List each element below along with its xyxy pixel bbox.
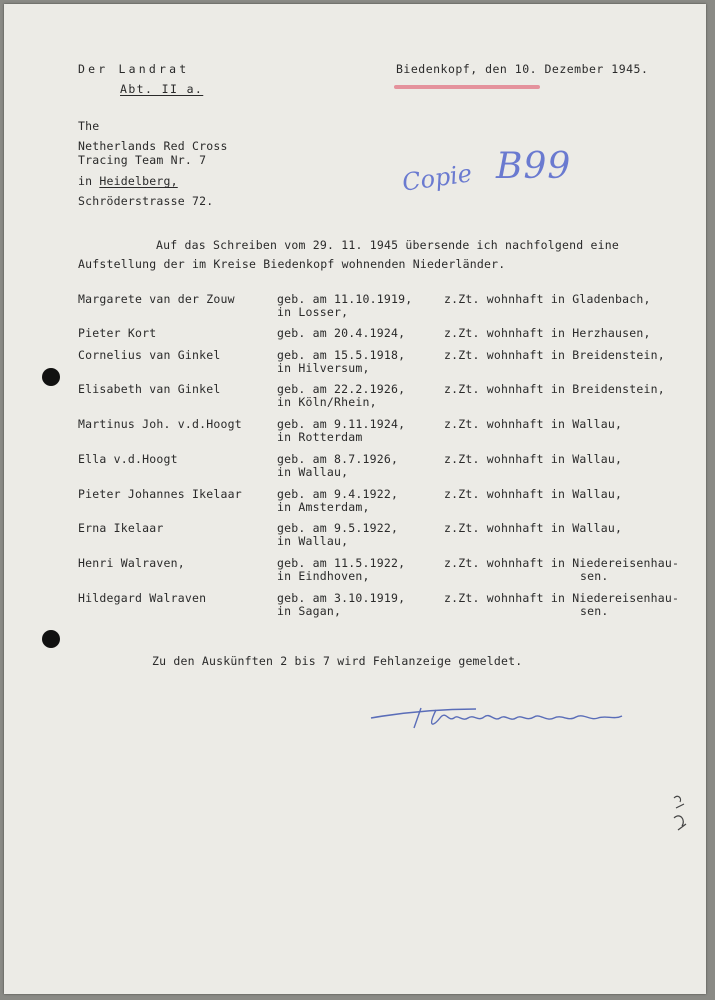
pencil-mark (670, 790, 694, 838)
person-residence: z.Zt. wohnhaft in Niedereisenhau- (444, 556, 680, 570)
person-residence: z.Zt. wohnhaft in Wallau, (444, 521, 623, 535)
document-page (4, 4, 706, 994)
person-name: Cornelius van Ginkel (78, 348, 221, 362)
person-residence: z.Zt. wohnhaft in Herzhausen, (444, 326, 651, 340)
person-name: Pieter Johannes Ikelaar (78, 487, 242, 501)
person-name: Elisabeth van Ginkel (78, 382, 221, 396)
person-name: Erna Ikelaar (78, 521, 164, 535)
recipient-city: Heidelberg, (99, 174, 178, 188)
person-name: Margarete van der Zouw (78, 292, 235, 306)
recipient-line4 (78, 175, 178, 188)
person-name: Martinus Joh. v.d.Hoogt (78, 417, 242, 431)
person-name: Hildegard Walraven (78, 591, 207, 605)
person-birthplace: in Köln/Rhein, (277, 395, 377, 409)
closing-remark: Zu den Auskünften 2 bis 7 wird Fehlanzeige gemeldet. (152, 654, 523, 668)
person-born: geb. am 22.2.1926, (277, 382, 406, 396)
person-born: geb. am 8.7.1926, (277, 452, 399, 466)
person-birthplace: in Eindhoven, (277, 569, 370, 583)
recipient-line5: Schröderstrasse 72. (78, 194, 214, 208)
reference-handwritten-number: B99 (496, 146, 572, 187)
person-residence: z.Zt. wohnhaft in Gladenbach, (444, 292, 651, 306)
person-born: geb. am 9.5.1922, (277, 521, 399, 535)
copy-handwritten-note: Copie (400, 159, 474, 197)
punch-hole (42, 368, 60, 386)
punch-hole (42, 630, 60, 648)
person-born: geb. am 3.10.1919, (277, 591, 406, 605)
person-name: Ella v.d.Hoogt (78, 452, 178, 466)
person-birthplace: in Wallau, (277, 465, 349, 479)
red-underline-mark (394, 85, 540, 89)
person-born: geb. am 9.4.1922, (277, 487, 399, 501)
person-residence: z.Zt. wohnhaft in Niedereisenhau- (444, 591, 680, 605)
person-residence: z.Zt. wohnhaft in Breidenstein, (444, 382, 665, 396)
recipient-prefix: in (78, 174, 100, 188)
person-birthplace: in Losser, (277, 305, 349, 319)
person-birthplace: in Sagan, (277, 604, 342, 618)
recipient-line3: Tracing Team Nr. 7 (78, 153, 207, 167)
authority: Der Landrat (78, 62, 190, 76)
person-name: Pieter Kort (78, 326, 157, 340)
person-birthplace: in Rotterdam (277, 430, 363, 444)
person-residence-cont: sen. (580, 569, 609, 583)
person-residence: z.Zt. wohnhaft in Breidenstein, (444, 348, 665, 362)
person-born: geb. am 11.5.1922, (277, 556, 406, 570)
person-birthplace: in Wallau, (277, 534, 349, 548)
person-birthplace: in Hilversum, (277, 361, 370, 375)
recipient-line2: Netherlands Red Cross (78, 139, 228, 153)
person-residence: z.Zt. wohnhaft in Wallau, (444, 452, 623, 466)
person-born: geb. am 11.10.1919, (277, 292, 413, 306)
person-residence: z.Zt. wohnhaft in Wallau, (444, 487, 623, 501)
person-born: geb. am 9.11.1924, (277, 417, 406, 431)
person-born: geb. am 20.4.1924, (277, 326, 406, 340)
intro-line2: Aufstellung der im Kreise Biedenkopf wohnenden Niederländer. (78, 257, 506, 271)
person-residence: z.Zt. wohnhaft in Wallau, (444, 417, 623, 431)
person-name: Henri Walraven, (78, 556, 185, 570)
place-date: Biedenkopf, den 10. Dezember 1945. (396, 62, 649, 76)
person-born: geb. am 15.5.1918, (277, 348, 406, 362)
person-residence-cont: sen. (580, 604, 609, 618)
recipient-line1: The (78, 119, 100, 133)
intro-line1: Auf das Schreiben vom 29. 11. 1945 übersende ich nachfolgend eine (156, 238, 620, 252)
person-birthplace: in Amsterdam, (277, 500, 370, 514)
department: Abt. II a. (120, 82, 204, 96)
signature (366, 696, 636, 744)
